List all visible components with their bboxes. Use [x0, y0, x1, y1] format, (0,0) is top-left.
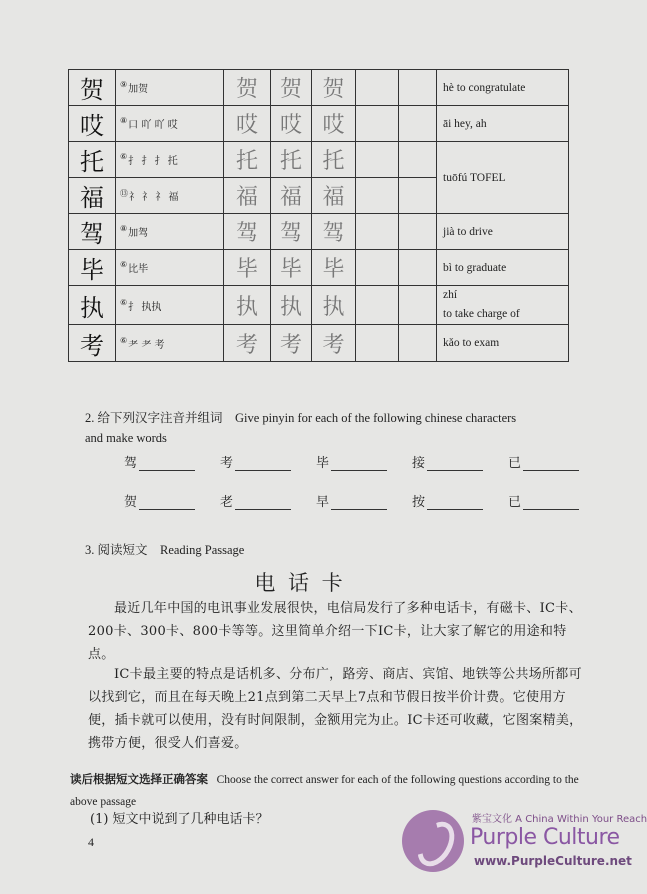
stroke-order: 扌 扌 扌 托: [128, 156, 178, 167]
blank-practice-cell: [399, 214, 437, 250]
stroke-order-cell: [116, 70, 224, 106]
table-row: [69, 286, 569, 325]
character-table: [68, 69, 569, 362]
blank-item: [508, 491, 604, 510]
blank-char: 考: [220, 456, 234, 471]
passage-paragraph-1: 最近几年中国的电讯事业发展很快，电信局发行了多种电话卡，有磁卡、IC卡、200卡、300卡、800卡等等。这里简单介绍一下IC卡，让大家了解它的用途和特点。: [88, 601, 582, 662]
practice-cell: 执: [224, 286, 271, 325]
blank-practice-cell: [356, 325, 399, 362]
page-number: 4: [88, 835, 94, 849]
exercise-2-title: [85, 408, 585, 426]
blank-practice-cell: [356, 178, 399, 214]
answer-blank[interactable]: [139, 495, 195, 510]
stroke-order-cell: [116, 178, 224, 214]
table-row: [69, 70, 569, 106]
blank-practice-cell: [399, 325, 437, 362]
blank-item: [508, 452, 604, 471]
stroke-count: ⑥: [120, 152, 128, 161]
blank-practice-cell: [399, 142, 437, 178]
table-row: [69, 214, 569, 250]
practice-cell: 考: [312, 325, 356, 362]
passage-title: 电 话 卡: [254, 571, 346, 595]
answer-blank[interactable]: [139, 456, 195, 471]
meaning-cell: [437, 286, 569, 325]
practice-cell: 贺: [224, 70, 271, 106]
answer-blank[interactable]: [331, 495, 387, 510]
stroke-count: ⑨: [120, 80, 128, 89]
practice-cell: 哎: [271, 106, 312, 142]
blank-row-2: [124, 491, 604, 510]
blank-char: 毕: [316, 456, 330, 471]
blank-char: 已: [508, 456, 522, 471]
stroke-order-cell: [116, 325, 224, 362]
watermark-tagline: 紫宝文化 A China Within Your Reach: [472, 814, 647, 825]
practice-cell: 执: [271, 286, 312, 325]
practice-cell: 驾: [224, 214, 271, 250]
stroke-count: ⑥: [120, 297, 128, 307]
table-row: [69, 142, 569, 178]
blank-practice-cell: [356, 106, 399, 142]
character-cell: 托: [69, 142, 116, 178]
answer-blank[interactable]: [523, 495, 579, 510]
blank-item: [124, 452, 220, 471]
watermark-url: www.PurpleCulture.net: [474, 854, 632, 868]
meaning-cell: jià to drive: [437, 214, 569, 250]
watermark-name: Purple Culture: [470, 825, 620, 850]
blank-char: 贺: [124, 495, 138, 510]
stroke-order: 口 吖 吖 哎: [128, 120, 178, 131]
practice-cell: 福: [271, 178, 312, 214]
exercise-2-title-text: 2. 给下列汉字注音并组词 Give pinyin for each of the following chinese characters: [85, 411, 517, 425]
question-instructions: [70, 768, 585, 813]
character-cell: 毕: [69, 250, 116, 286]
practice-cell: 毕: [224, 250, 271, 286]
blank-item: [220, 491, 316, 510]
stroke-order: 耂 耂 考: [128, 339, 165, 351]
meaning-cell: bì to graduate: [437, 250, 569, 286]
blank-row-1: [124, 452, 604, 471]
stroke-order: 礻 礻 礻 福: [129, 192, 179, 203]
stroke-count: ⑬: [120, 189, 128, 198]
practice-cell: 哎: [312, 106, 356, 142]
exercise-3-title: 3. 阅读短文 Reading Passage: [85, 543, 245, 557]
practice-cell: 驾: [271, 214, 312, 250]
stroke-count: ⑧: [120, 116, 128, 125]
stroke-count: ⑥: [120, 335, 128, 345]
practice-cell: 哎: [224, 106, 271, 142]
blank-char: 驾: [124, 456, 138, 471]
meaning-cell: āi hey, ah: [437, 106, 569, 142]
character-cell: 驾: [69, 214, 116, 250]
blank-char: 接: [412, 456, 426, 471]
question-instructions-cn: 读后根据短文选择正确答案: [70, 772, 208, 786]
practice-cell: 福: [224, 178, 271, 214]
meaning-english: to take charge of: [443, 308, 520, 320]
blank-item: [316, 491, 412, 510]
character-cell: 福: [69, 178, 116, 214]
practice-cell: 福: [312, 178, 356, 214]
blank-practice-cell: [356, 286, 399, 325]
stroke-order: 加贺: [128, 84, 149, 95]
stroke-order-cell: [116, 214, 224, 250]
exercise-2-title-line2: and make words: [85, 431, 167, 445]
blank-item: [124, 491, 220, 510]
blank-item: [316, 452, 412, 471]
blank-item: [412, 491, 508, 510]
practice-cell: 毕: [271, 250, 312, 286]
passage-paragraph-2: IC卡最主要的特点是话机多、分布广，路旁、商店、宾馆、地铁等公共场所都可以找到它，而且在每天晚上21点到第二天早上7点和节假日按半价计费。它使用方便，插卡就可以使用，没有时间限制，金额用完为止。IC卡还可收藏，它图案精美，携带方便，很受人们喜爱。: [88, 667, 583, 751]
blank-practice-cell: [356, 214, 399, 250]
stroke-count: ⑥: [120, 260, 128, 269]
answer-blank[interactable]: [427, 456, 483, 471]
blank-practice-cell: [356, 142, 399, 178]
practice-cell: 托: [224, 142, 271, 178]
stroke-order-cell: [116, 142, 224, 178]
stroke-order-cell: [116, 250, 224, 286]
stroke-order: 扌 执执: [128, 301, 162, 313]
character-cell: 执: [69, 286, 116, 325]
answer-blank[interactable]: [235, 456, 291, 471]
question-1: (1) 短文中说到了几种电话卡？: [90, 812, 269, 827]
answer-blank[interactable]: [427, 495, 483, 510]
practice-cell: 托: [271, 142, 312, 178]
practice-cell: 执: [312, 286, 356, 325]
practice-cell: 贺: [312, 70, 356, 106]
answer-blank[interactable]: [331, 456, 387, 471]
blank-char: 老: [220, 495, 234, 510]
character-cell: 考: [69, 325, 116, 362]
blank-practice-cell: [399, 178, 437, 214]
blank-practice-cell: [399, 70, 437, 106]
blank-practice-cell: [356, 70, 399, 106]
practice-cell: 考: [224, 325, 271, 362]
character-cell: 贺: [69, 70, 116, 106]
blank-item: [220, 452, 316, 471]
blank-char: 按: [412, 495, 426, 510]
stroke-count: ⑧: [120, 224, 128, 233]
stroke-order-cell: [116, 286, 224, 325]
stroke-order: 加驾: [128, 228, 149, 239]
practice-cell: 贺: [271, 70, 312, 106]
practice-cell: 托: [312, 142, 356, 178]
meaning-cell: hè to congratulate: [437, 70, 569, 106]
blank-practice-cell: [399, 286, 437, 325]
table-row: [69, 106, 569, 142]
watermark-logo: [402, 808, 647, 876]
blank-char: 已: [508, 495, 522, 510]
stroke-order-cell: [116, 106, 224, 142]
blank-practice-cell: [399, 106, 437, 142]
blank-item: [412, 452, 508, 471]
meaning-cell: kǎo to exam: [437, 325, 569, 362]
practice-cell: 考: [271, 325, 312, 362]
meaning-pinyin: zhí: [443, 289, 458, 301]
practice-cell: 驾: [312, 214, 356, 250]
table-row: [69, 325, 569, 362]
character-cell: 哎: [69, 106, 116, 142]
blank-char: 早: [316, 495, 330, 510]
logo-icon: [402, 810, 464, 872]
answer-blank[interactable]: [523, 456, 579, 471]
blank-practice-cell: [356, 250, 399, 286]
question-instructions-en: Choose the correct answer for each of the following questions according to the above passage: [70, 774, 579, 808]
practice-cell: 毕: [312, 250, 356, 286]
meaning-cell: tuōfú TOFEL: [437, 142, 569, 214]
blank-practice-cell: [399, 250, 437, 286]
answer-blank[interactable]: [235, 495, 291, 510]
table-row: [69, 250, 569, 286]
stroke-order: 比毕: [128, 264, 149, 275]
